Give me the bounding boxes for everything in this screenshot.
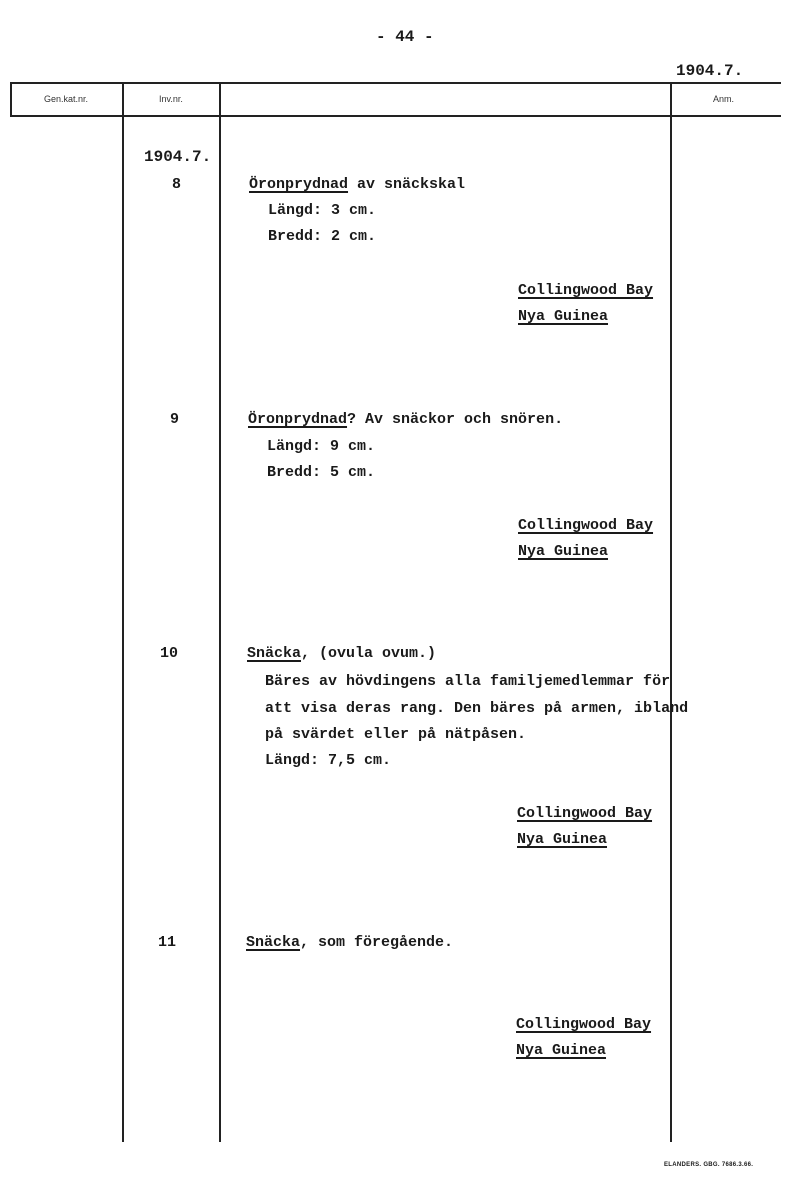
entry-detail: Bäres av hövdingens alla familjemedlemmar för [265, 673, 671, 690]
entry-title-line [246, 934, 453, 951]
section-year: 1904.7. [144, 148, 212, 166]
entry-title-rest: ? Av snäckor och snören. [347, 411, 564, 428]
entry-detail: Bredd: 5 cm. [267, 464, 376, 481]
entry-title: Snäcka [247, 645, 302, 662]
table-left-border [10, 82, 12, 116]
entry-title: Öronprydnad [248, 411, 348, 428]
column-heading-anm: Anm. [713, 94, 735, 104]
table-header-rule [10, 115, 781, 117]
entry-place-region: Nya Guinea [518, 308, 609, 325]
entry-place-region: Nya Guinea [516, 1042, 607, 1059]
entry-title-rest: , (ovula ovum.) [301, 645, 437, 662]
entry-place-region: Nya Guinea [518, 543, 609, 560]
entry-place-locality: Collingwood Bay [516, 1016, 652, 1033]
inventory-number: 11 [158, 934, 177, 951]
entry-detail: att visa deras rang. Den bäres på armen, ibland [265, 700, 689, 717]
entry-detail: på svärdet eller på nätpåsen. [265, 726, 527, 743]
inventory-number: 9 [170, 411, 180, 428]
inventory-number: 8 [172, 176, 182, 193]
entry-detail: Längd: 3 cm. [268, 202, 377, 219]
column-divider-1 [122, 82, 124, 1142]
column-heading-gen-kat-nr: Gen.kat.nr. [44, 94, 89, 104]
table-top-rule [10, 82, 781, 84]
entry-title-rest: av snäckskal [348, 176, 466, 193]
column-heading-inv-nr: Inv.nr. [159, 94, 183, 104]
page-number: - 44 - [376, 28, 434, 46]
inventory-number: 10 [160, 645, 179, 662]
entry-place-locality: Collingwood Bay [518, 517, 654, 534]
column-divider-3 [670, 82, 672, 1142]
entry-detail: Längd: 9 cm. [267, 438, 376, 455]
entry-title-rest: , som föregående. [300, 934, 454, 951]
year-header: 1904.7. [676, 62, 744, 80]
entry-title: Snäcka [246, 934, 301, 951]
entry-detail: Längd: 7,5 cm. [265, 752, 392, 769]
entry-place-locality: Collingwood Bay [517, 805, 653, 822]
entry-title-line [248, 411, 563, 428]
printer-imprint: ELANDERS. GBG. 7686.3.66. [664, 1162, 754, 1168]
entry-place-locality: Collingwood Bay [518, 282, 654, 299]
column-divider-2 [219, 82, 221, 1142]
entry-title-line [249, 176, 465, 193]
entry-detail: Bredd: 2 cm. [268, 228, 377, 245]
entry-title: Öronprydnad [249, 176, 349, 193]
entry-place-region: Nya Guinea [517, 831, 608, 848]
entry-title-line [247, 645, 436, 662]
